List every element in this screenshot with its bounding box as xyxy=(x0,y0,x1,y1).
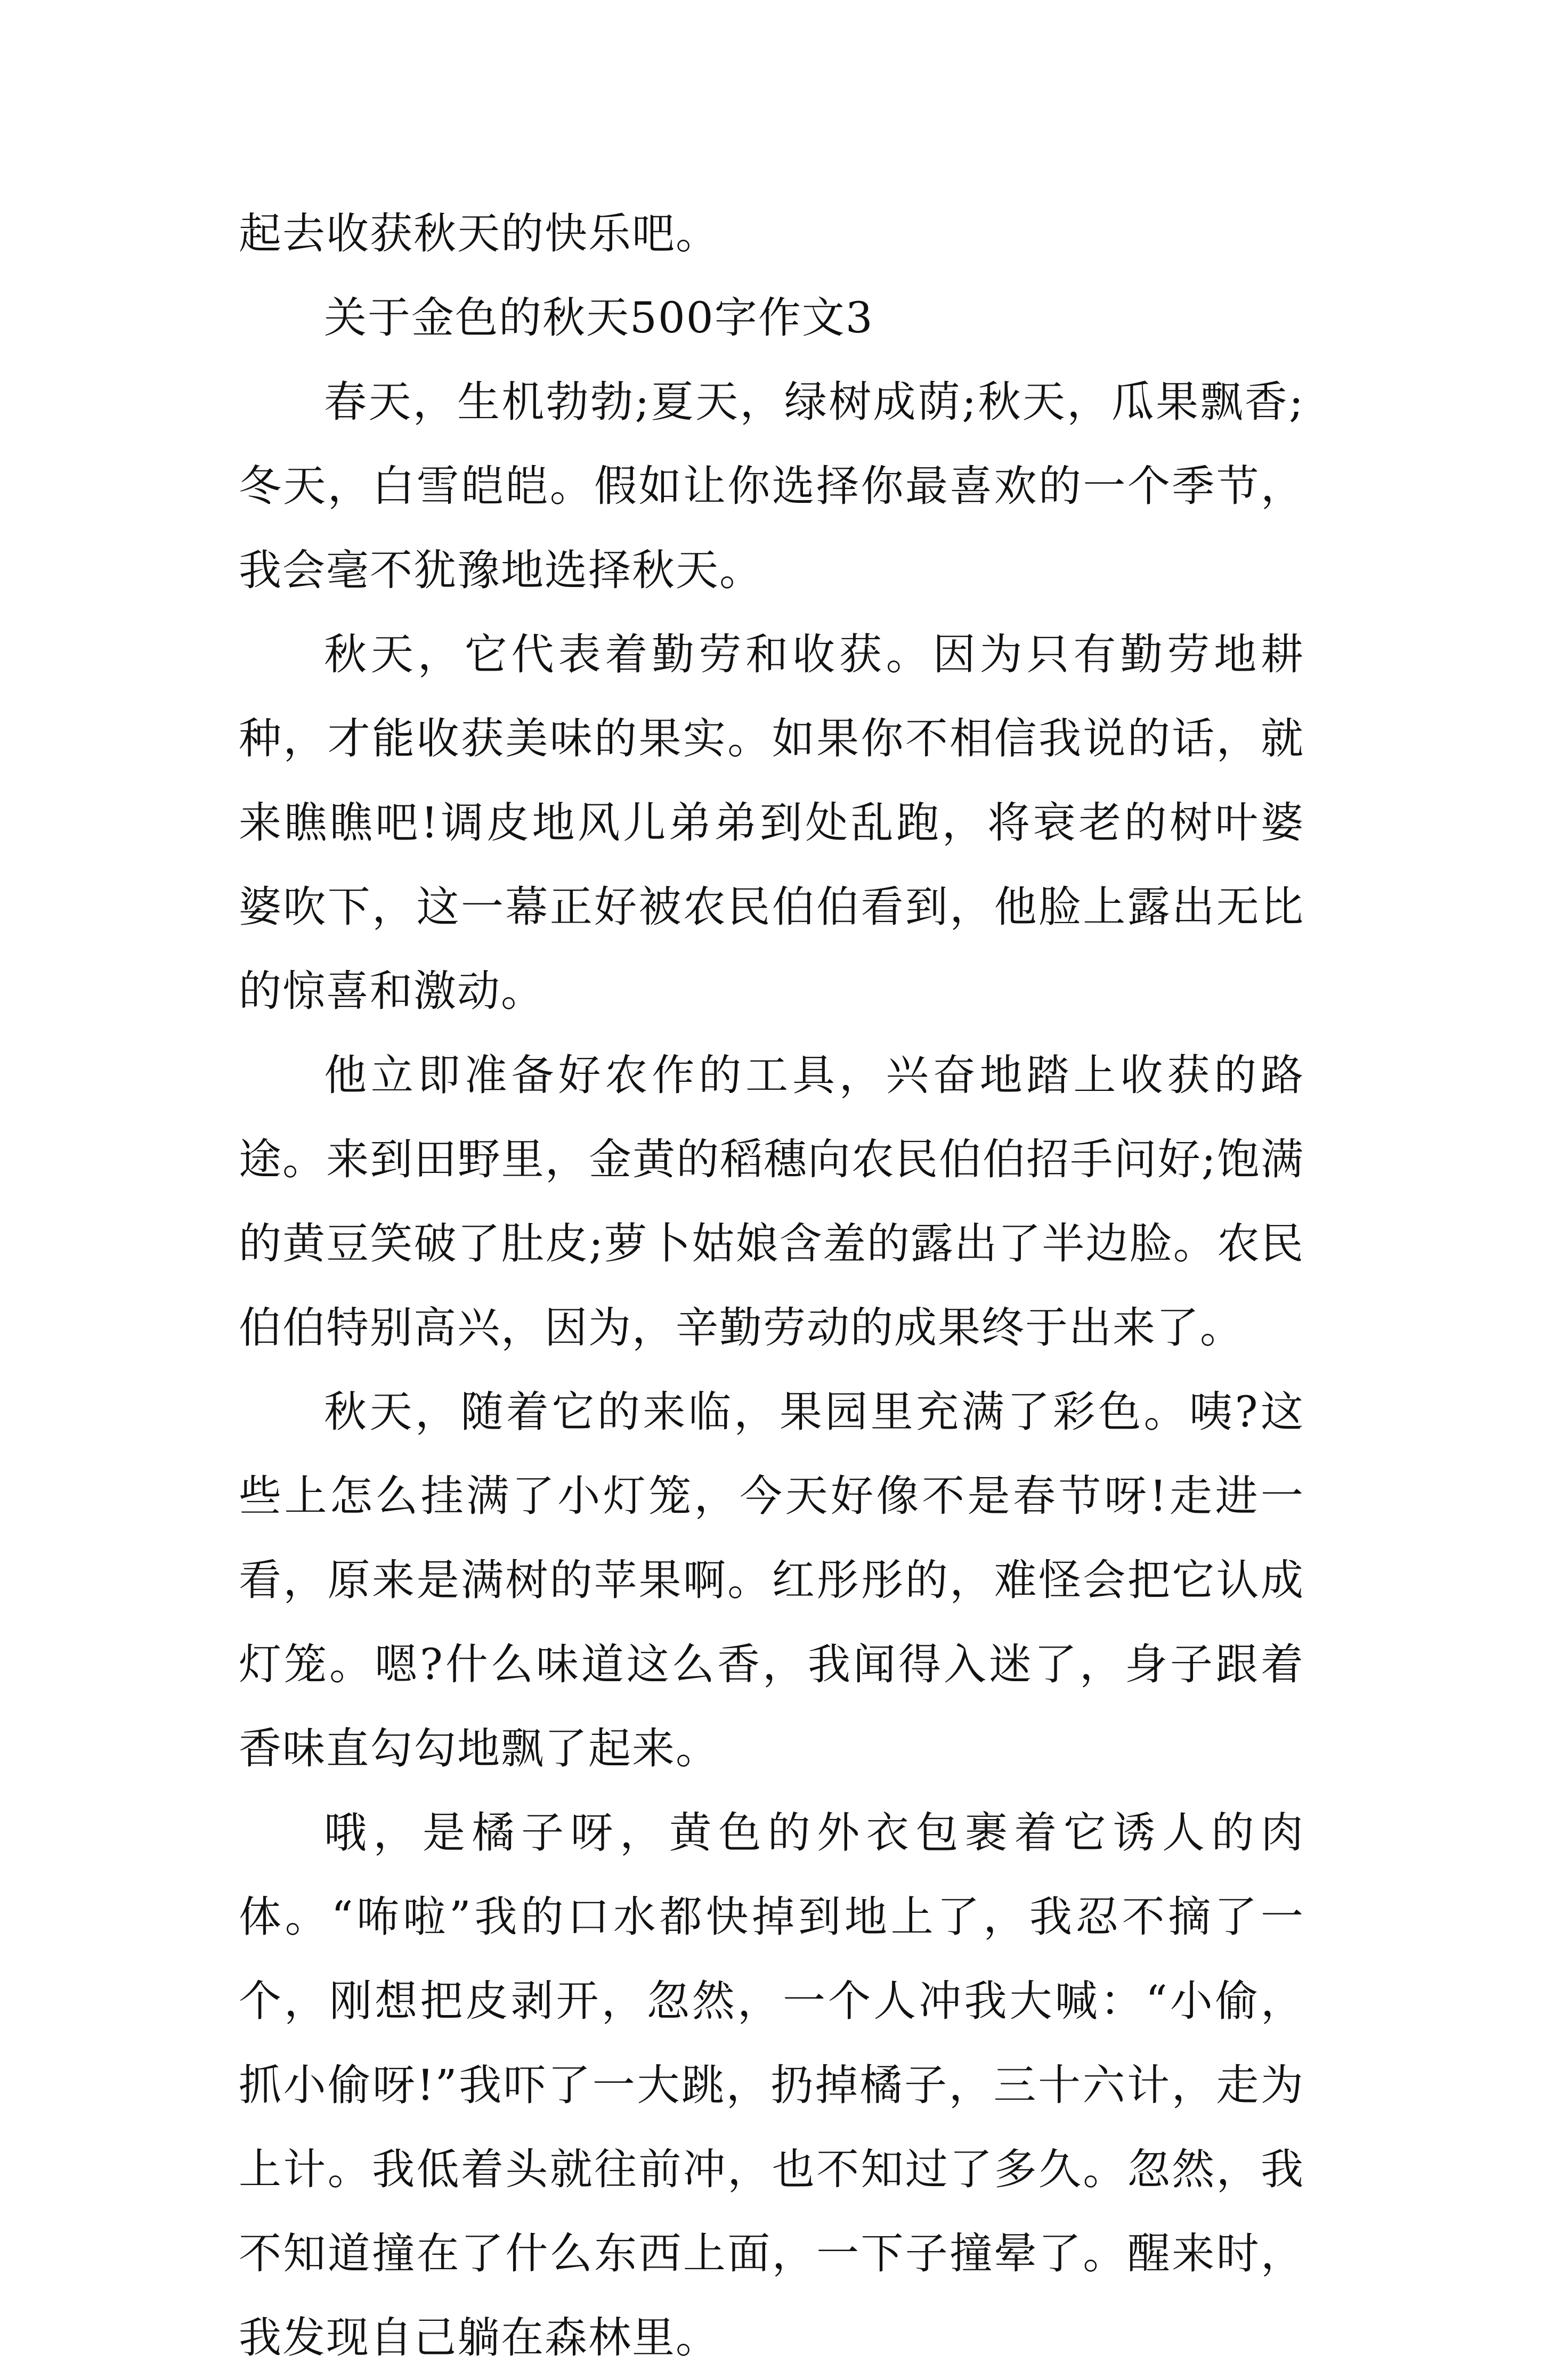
paragraph: 哦，是橘子呀，黄色的外衣包裹着它诱人的肉体。“咘啦”我的口水都快掉到地上了，我忍不摘了一个，刚想把皮剥开，忽然，一个人冲我大喊：“小偷，抓小偷呀!”我吓了一大跳，扔掉橘子，三十六计，走为上计。我低着头就往前冲，也不知过了多久。忽然，我不知道撞在了什么东西上面，一下子撞晕了。醒来时，我发现自己躺在森林里。 xyxy=(239,1808,1304,2362)
document-body xyxy=(239,192,1304,2380)
paragraph: 秋天，随着它的来临，果园里充满了彩色。咦?这些上怎么挂满了小灯笼，今天好像不是春节呀!走进一看，原来是满树的苹果啊。红彤彤的，难怪会把它认成灯笼。嗯?什么味道这么香，我闻得入迷了，身子跟着香味直勾勾地飘了起来。 xyxy=(239,1387,1304,1773)
paragraph-continuation: 起去收获秋天的快乐吧。 xyxy=(239,209,719,258)
paragraph: 春天，生机勃勃;夏天，绿树成荫;秋天，瓜果飘香;冬天，白雪皑皑。假如让你选择你最喜欢的一个季节，我会毫不犹豫地选择秋天。 xyxy=(239,377,1304,595)
section-heading: 关于金色的秋天500字作文3 xyxy=(324,293,874,343)
paragraph: 秋天，它代表着勤劳和收获。因为只有勤劳地耕种，才能收获美味的果实。如果你不相信我说的话，就来瞧瞧吧!调皮地风儿弟弟到处乱跑，将衰老的树叶婆婆吹下，这一幕正好被农民伯伯看到，他脸上露出无比的惊喜和激动。 xyxy=(239,630,1304,1016)
paragraph: 他立即准备好农作的工具，兴奋地踏上收获的路途。来到田野里，金黄的稻穗向农民伯伯招手问好;饱满的黄豆笑破了肚皮;萝卜姑娘含羞的露出了半边脸。农民伯伯特别高兴，因为，辛勤劳动的成果终于出来了。 xyxy=(239,1050,1304,1352)
